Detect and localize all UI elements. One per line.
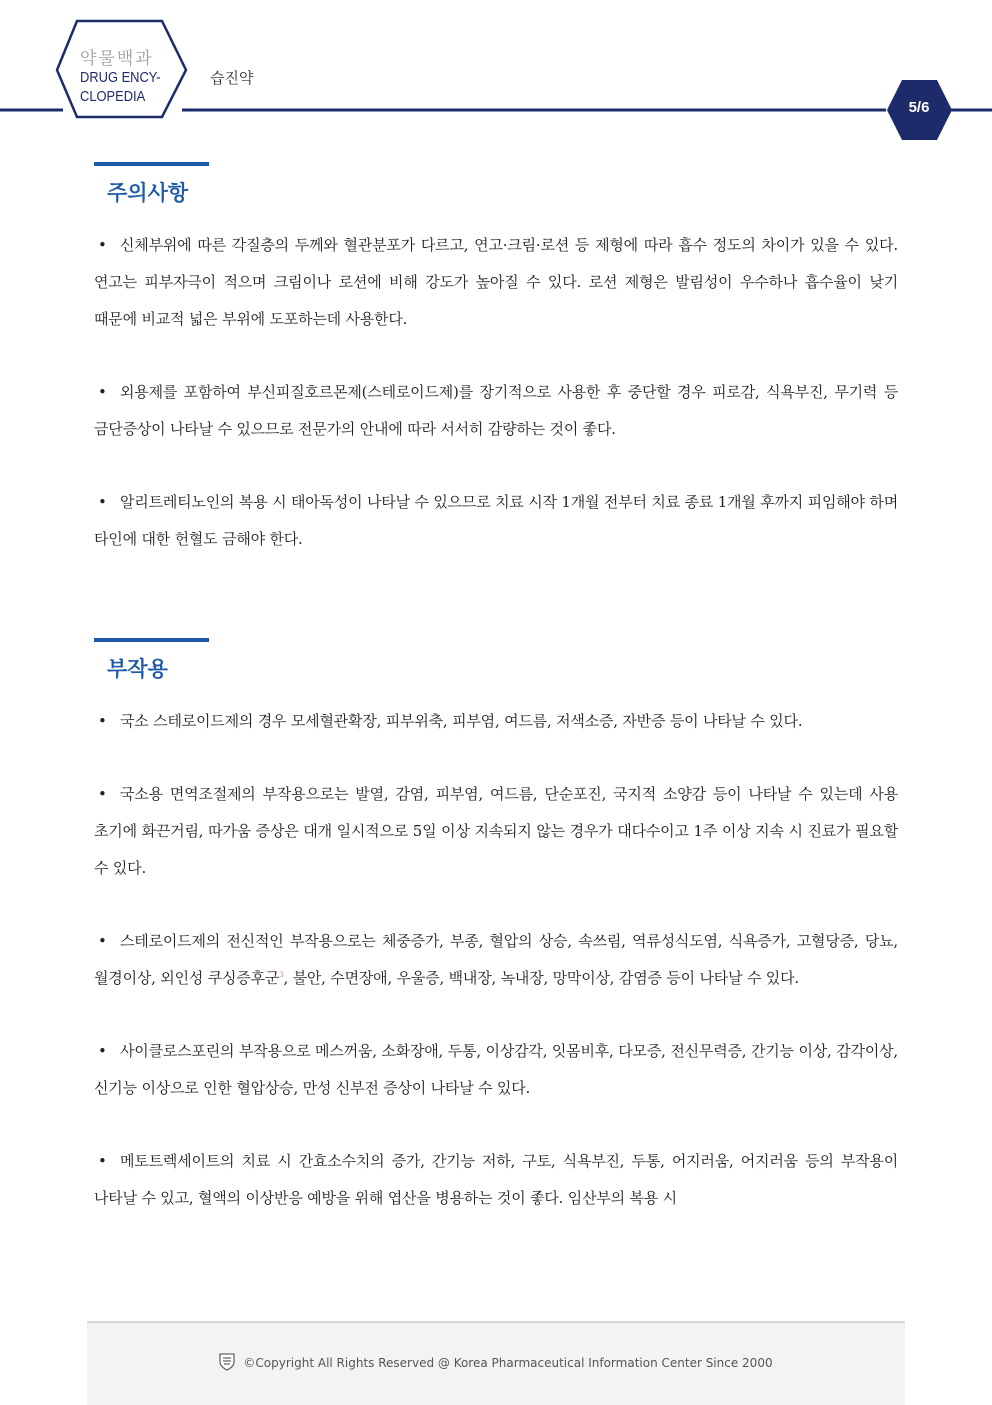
- paragraph: [94, 1033, 898, 1107]
- paragraph-text: 외용제를 포함하여 부신피질호르몬제(스테로이드제)를 장기적으로 사용한 후 중단할 경우 피로감, 식욕부진, 무기력 등 금단증상이 나타날 수 있으므로 전문가의 안내에 따라 서서히 감량하는 것이 좋다.: [94, 383, 898, 438]
- bullet: •: [98, 712, 107, 730]
- paragraph: [94, 374, 898, 448]
- paragraph: [94, 484, 898, 558]
- paragraph: [94, 703, 898, 740]
- paragraph-text: 스테로이드제의 전신적인 부작용으로는 체중증가, 부종, 혈압의 상승, 속쓰림, 역류성식도염, 식욕증가, 고혈당증, 당뇨, 월경이상, 외인성 쿠싱증후군: [94, 932, 898, 987]
- section-title-bar: [94, 162, 209, 166]
- logo-english-line1: DRUG ENCY-: [80, 69, 161, 86]
- section-title: 주의사항: [107, 181, 189, 205]
- copyright-text: ©Copyright All Rights Reserved @ Korea Pharmaceutical Information Center Since 2000: [243, 1356, 773, 1370]
- paragraph-text: , 불안, 수면장애, 우울증, 백내장, 녹내장, 망막이상, 감염증 등이 나타날 수 있다.: [283, 969, 799, 987]
- bullet: •: [98, 932, 107, 950]
- footer-content: [87, 1353, 905, 1374]
- section-title-bar: [94, 638, 209, 642]
- bullet: •: [98, 383, 107, 401]
- bullet: •: [98, 236, 107, 254]
- paragraph-text: 메토트렉세이트의 치료 시 간효소수치의 증가, 간기능 저하, 구토, 식욕부진, 두통, 어지러움, 어지러움 등의 부작용이 나타날 수 있고, 혈액의 이상반응 예방을 위해 엽산을 병용하는 것이 좋다. 임산부의 복용 시: [94, 1152, 898, 1207]
- bullet: •: [98, 785, 107, 803]
- paragraph: [94, 1143, 898, 1217]
- paragraph-text: 국소용 면역조절제의 부작용으로는 발열, 감염, 피부염, 여드름, 단순포진, 국지적 소양감 등이 나타날 수 있는데 사용 초기에 화끈거림, 따가움 증상은 대개 일시적으로 5일 이상 지속되지 않는 경우가 대다수이고 1주 이상 지속 시 진료가 필요할 수 있다.: [94, 785, 898, 877]
- section-title: 부작용: [107, 657, 168, 681]
- bullet: •: [98, 1152, 107, 1170]
- logo-english: [80, 68, 166, 106]
- bullet: •: [98, 1042, 107, 1060]
- section-side-effects: [94, 638, 898, 1217]
- logo-english-line2: CLOPEDIA: [80, 88, 146, 105]
- paragraph-text: 국소 스테로이드제의 경우 모세혈관확장, 피부위축, 피부염, 여드름, 저색소증, 자반증 등이 나타날 수 있다.: [120, 712, 803, 730]
- paragraph-text: 신체부위에 따른 각질층의 두께와 혈관분포가 다르고, 연고·크림·로션 등 제형에 따라 흡수 정도의 차이가 있을 수 있다. 연고는 피부자극이 적으며 크림이나 로션에 비해 강도가 높아질 수 있다. 로션 제형은 발림성이 우수하나 흡수율이 낮기 때문에 비교적 넓은 부위에 도포하는데 사용한다.: [94, 236, 898, 328]
- paragraph-text: 알리트레티노인의 복용 시 태아독성이 나타날 수 있으므로 치료 시작 1개월 전부터 치료 종료 1개월 후까지 피임해야 하며 타인에 대한 헌혈도 금해야 한다.: [94, 493, 898, 548]
- page-number: 5/6: [908, 99, 930, 116]
- shield-logo-icon: [219, 1353, 235, 1374]
- paragraph-text: 사이클로스포린의 부작용으로 메스꺼움, 소화장애, 두통, 이상감각, 잇몸비후, 다모증, 전신무력증, 간기능 이상, 감각이상, 신기능 이상으로 인한 혈압상승, 만성 신부전 증상이 나타날 수 있다.: [94, 1042, 898, 1097]
- paragraph: [94, 923, 898, 997]
- paragraph: [94, 776, 898, 887]
- logo-korean: 약물백과: [80, 49, 154, 69]
- drug-name: 습진약: [210, 69, 254, 87]
- bullet: •: [98, 493, 107, 511]
- page-header: [0, 0, 992, 140]
- section-precautions: [94, 162, 898, 558]
- page-footer: [87, 1321, 905, 1405]
- footnote-marker: 3: [279, 971, 284, 979]
- paragraph: [94, 227, 898, 338]
